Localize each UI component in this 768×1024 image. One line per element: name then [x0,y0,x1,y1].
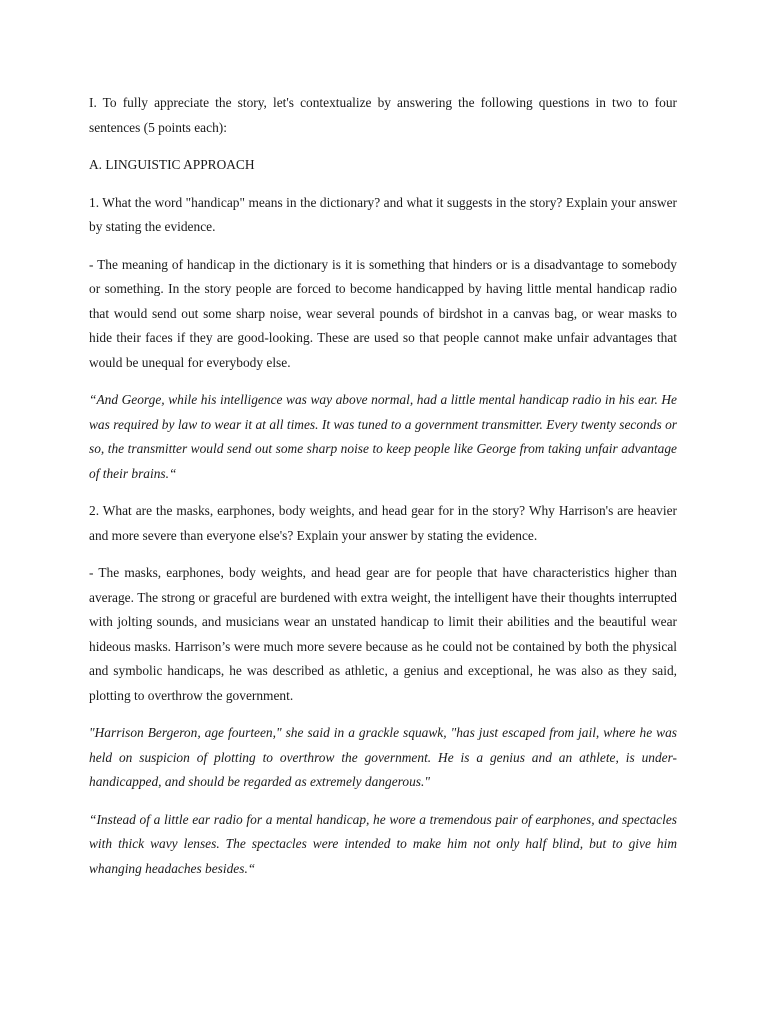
document-body [89,91,677,894]
question-1: 1. What the word "handicap" means in the dictionary? and what it suggests in the story? Explain your answer by stating the evidence. [89,194,677,234]
quote-2: "Harrison Bergeron, age fourteen," she said in a grackle squawk, "has just escaped from jail, where he was held on suspicion of plotting to overthrow the government. He is a genius and an athlete, is under-handicapped, and should be regarded as extremely dangerous." [89,725,677,789]
answer-2: - The masks, earphones, body weights, and head gear are for people that have characteristics higher than average. The strong or graceful are burdened with extra weight, the intelligent have their thoughts interrupted with jolting sounds, and musicians wear an unstated handicap to limit their abilities and the beautiful wear hideous masks. Harrison’s were much more severe because as he could not be contained by both the physical and symbolic handicaps, he was described as athletic, a genius and exceptional, he was also as they said, plotting to overthrow the government. [89,565,677,703]
intro-paragraph: I. To fully appreciate the story, let's contextualize by answering the following questions in two to four sentences (5 points each): [89,95,677,135]
quote-1: “And George, while his intelligence was way above normal, had a little mental handicap radio in his ear. He was required by law to wear it at all times. It was tuned to a government transmitter. Every twenty seconds or so, the transmitter would send out some sharp noise to keep people like George from taking unfair advantage of their brains.“ [89,392,677,481]
section-heading: A. LINGUISTIC APPROACH [89,157,255,172]
answer-1: - The meaning of handicap in the dictionary is it is something that hinders or is a disadvantage to somebody or something. In the story people are forced to become handicapped by having little mental handicap radio that would send out some sharp noise, wear several pounds of birdshot in a canvas bag, or wear masks to hide their faces if they are good-looking. These are used so that people cannot make unfair advantages that would be unequal for everybody else. [89,256,677,370]
question-2: 2. What are the masks, earphones, body weights, and head gear for in the story? Why Harrison's are heavier and more severe than everyone else's? Explain your answer by stating the evidence. [89,503,677,543]
quote-3: “Instead of a little ear radio for a mental handicap, he wore a tremendous pair of earphones, and spectacles with thick wavy lenses. The spectacles were intended to make him not only half blind, but to give him whanging headaches besides.“ [89,811,677,876]
